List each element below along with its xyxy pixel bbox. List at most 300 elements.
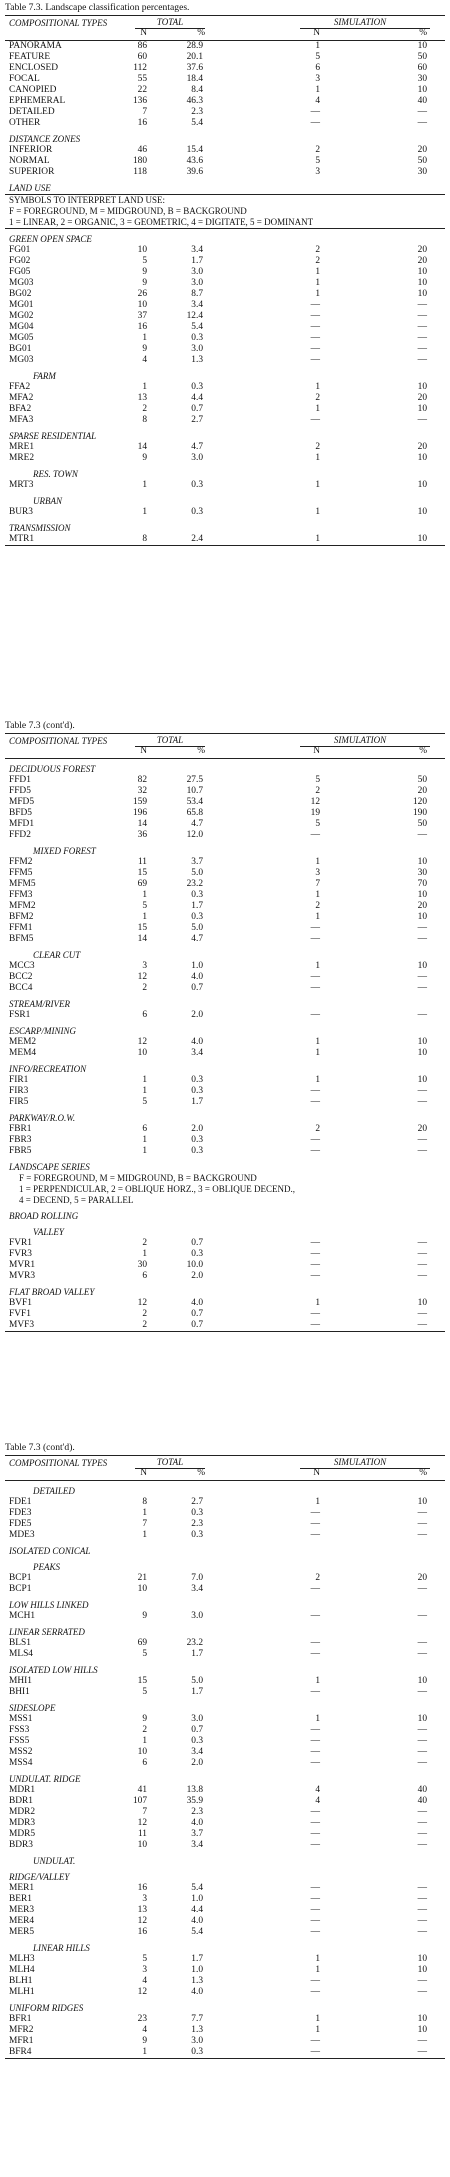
row-sim-n: — (310, 1758, 320, 1768)
row-total-pct: 4.0 (191, 1037, 203, 1047)
row-total-n: 12 (137, 1916, 147, 1926)
row-sim-pct: — (417, 300, 427, 310)
row-sim-n: — (310, 1146, 320, 1156)
row-total-pct: 0.3 (191, 507, 203, 517)
row-code: SUPERIOR (9, 167, 55, 177)
row-total-n: 9 (142, 453, 147, 463)
header-sim-n: N (313, 28, 320, 38)
row-sim-pct: — (417, 118, 427, 128)
row-code: MDR3 (9, 1818, 36, 1828)
row-total-pct: 4.7 (191, 442, 203, 452)
row-code: MG03 (9, 278, 34, 288)
section-heading: ESCARP/MINING (9, 1026, 76, 1036)
row-total-n: 1 (142, 507, 147, 517)
row-total-n: 2 (142, 1309, 147, 1319)
row-total-n: 6 (142, 1758, 147, 1768)
row-total-n: 2 (142, 1725, 147, 1735)
section-heading: LINEAR HILLS (33, 1943, 90, 1953)
table-caption-cont: Table 7.3 (cont'd). (5, 720, 75, 731)
row-sim-n: — (310, 415, 320, 425)
row-total-n: 1 (142, 1135, 147, 1145)
row-sim-n: — (310, 1736, 320, 1746)
table-row (5, 1785, 445, 1796)
row-total-pct: 12.4 (186, 311, 203, 321)
row-sim-pct: — (417, 1747, 427, 1757)
row-code: BCC4 (9, 983, 33, 993)
row-sim-n: 1 (315, 507, 320, 517)
row-code: FIR3 (9, 1086, 29, 1096)
row-sim-pct: — (417, 1097, 427, 1107)
legend-rule (5, 228, 445, 229)
row-total-n: 26 (137, 289, 147, 299)
table-row (5, 480, 445, 491)
row-total-pct: 46.3 (186, 96, 203, 106)
row-total-n: 15 (137, 868, 147, 878)
row-total-pct: 35.9 (186, 1796, 203, 1806)
table-row (5, 1048, 445, 1059)
legend-line: F = FOREGROUND, M = MIDGROUND, B = BACKGROUND (9, 206, 247, 216)
section-heading: UNDULAT. (33, 1856, 76, 1866)
table-row (5, 1687, 445, 1698)
row-total-pct: 7.0 (191, 1573, 203, 1583)
table-row (5, 1818, 445, 1829)
row-sim-n: — (310, 983, 320, 993)
row-total-n: 32 (137, 786, 147, 796)
table-row (5, 1249, 445, 1260)
row-code: OTHER (9, 118, 41, 128)
header-sim-pct: % (419, 28, 427, 38)
row-sim-n: — (310, 1725, 320, 1735)
row-code: BFR4 (9, 2047, 32, 2057)
table-row (5, 923, 445, 934)
header-total: TOTAL (156, 735, 184, 745)
row-sim-pct: 20 (417, 393, 427, 403)
row-sim-n: 1 (315, 453, 320, 463)
row-code: FFD1 (9, 775, 31, 785)
table-row (5, 775, 445, 786)
row-sim-pct: — (417, 983, 427, 993)
row-sim-n: 6 (315, 63, 320, 73)
row-sim-pct: — (417, 415, 427, 425)
row-sim-n: — (310, 1927, 320, 1937)
table-row (5, 819, 445, 830)
row-total-pct: 0.3 (191, 382, 203, 392)
row-total-n: 136 (132, 96, 147, 106)
row-sim-n: 2 (315, 1573, 320, 1583)
table-row (5, 912, 445, 923)
table-row (5, 830, 445, 841)
row-sim-n: — (310, 1916, 320, 1926)
row-code: FVR1 (9, 1238, 32, 1248)
row-total-pct: 0.7 (191, 1725, 203, 1735)
section-heading: UNDULAT. RIDGE (9, 1774, 81, 1784)
row-sim-n: 1 (315, 480, 320, 490)
header-total-n: N (140, 746, 147, 756)
row-sim-pct: 10 (417, 85, 427, 95)
row-code: MLH3 (9, 1954, 35, 1964)
row-total-n: 9 (142, 1611, 147, 1621)
section-heading: LINEAR SERRATED (9, 1627, 85, 1637)
row-sim-n: 12 (310, 797, 320, 807)
row-sim-n: 2 (315, 245, 320, 255)
row-total-pct: 3.0 (191, 1611, 203, 1621)
row-sim-n: 1 (315, 890, 320, 900)
table-bottom-rule (5, 545, 445, 546)
row-total-pct: 3.0 (191, 267, 203, 277)
row-sim-n: — (310, 322, 320, 332)
row-code: BER1 (9, 1894, 32, 1904)
row-total-pct: 4.0 (191, 1818, 203, 1828)
table-row (5, 1271, 445, 1282)
row-sim-n: — (310, 311, 320, 321)
row-code: FG01 (9, 245, 31, 255)
row-total-n: 16 (137, 1927, 147, 1937)
row-sim-pct: 20 (417, 256, 427, 266)
row-sim-pct: — (417, 1736, 427, 1746)
row-sim-pct: 50 (417, 775, 427, 785)
row-sim-pct: — (417, 322, 427, 332)
header-simulation: SIMULATION (333, 735, 387, 745)
row-code: MVR1 (9, 1260, 36, 1270)
table-row (5, 256, 445, 267)
table-header (5, 734, 445, 758)
table-row (5, 972, 445, 983)
row-code: MVF3 (9, 1320, 35, 1330)
row-total-n: 159 (132, 797, 147, 807)
row-sim-pct: — (417, 1649, 427, 1659)
table-row (5, 156, 445, 167)
row-total-pct: 12.0 (186, 830, 203, 840)
table-row (5, 311, 445, 322)
row-total-pct: 39.6 (186, 167, 203, 177)
table-header (5, 1456, 445, 1480)
header-total-n: N (140, 28, 147, 38)
row-sim-pct: 40 (417, 1785, 427, 1795)
row-total-n: 180 (132, 156, 147, 166)
row-code: MDE3 (9, 1530, 35, 1540)
row-total-n: 12 (137, 1037, 147, 1047)
row-sim-pct: 10 (417, 1048, 427, 1058)
row-sim-n: — (310, 1638, 320, 1648)
row-sim-pct: — (417, 1976, 427, 1986)
row-sim-n: 5 (315, 775, 320, 785)
table-row (5, 934, 445, 945)
row-sim-n: — (310, 1976, 320, 1986)
row-code: FFM3 (9, 890, 33, 900)
row-sim-n: 5 (315, 819, 320, 829)
row-sim-n: — (310, 1818, 320, 1828)
row-code: BDR3 (9, 1840, 33, 1850)
row-sim-n: — (310, 1883, 320, 1893)
row-sim-n: — (310, 1905, 320, 1915)
row-total-pct: 27.5 (186, 775, 203, 785)
row-total-n: 11 (137, 857, 147, 867)
table-part-3 (5, 1455, 445, 2059)
row-code: FDE1 (9, 1497, 32, 1507)
row-total-pct: 1.0 (191, 961, 203, 971)
table-row (5, 1519, 445, 1530)
row-code: MRE2 (9, 453, 35, 463)
row-sim-n: 19 (310, 808, 320, 818)
row-total-n: 118 (133, 167, 147, 177)
row-code: MG02 (9, 311, 34, 321)
table-row (5, 1320, 445, 1331)
header-total-n: N (140, 1468, 147, 1478)
table-row (5, 507, 445, 518)
row-total-pct: 2.0 (191, 1271, 203, 1281)
row-sim-n: — (310, 1260, 320, 1270)
table-row (5, 1309, 445, 1320)
row-total-pct: 8.4 (191, 85, 203, 95)
row-sim-n: 4 (315, 1796, 320, 1806)
table-row (5, 1573, 445, 1584)
row-sim-n: 5 (315, 156, 320, 166)
row-code: MFD1 (9, 819, 35, 829)
row-code: BLS1 (9, 1638, 31, 1648)
row-total-pct: 2.7 (191, 415, 203, 425)
row-total-pct: 23.2 (186, 879, 203, 889)
table-row (5, 1725, 445, 1736)
row-code: BVF1 (9, 1298, 32, 1308)
row-sim-n: — (310, 1807, 320, 1817)
row-sim-pct: — (417, 1611, 427, 1621)
row-total-pct: 10.0 (186, 1260, 203, 1270)
row-sim-pct: 10 (417, 1298, 427, 1308)
row-sim-pct: — (417, 1829, 427, 1839)
row-code: BCC2 (9, 972, 33, 982)
row-sim-pct: — (417, 1530, 427, 1540)
row-total-n: 1 (142, 1736, 147, 1746)
row-sim-pct: 10 (417, 890, 427, 900)
row-total-n: 10 (137, 1048, 147, 1058)
row-total-n: 9 (142, 267, 147, 277)
row-sim-pct: — (417, 355, 427, 365)
row-code: MRE1 (9, 442, 35, 452)
row-sim-n: — (310, 1530, 320, 1540)
table-caption-cont-2: Table 7.3 (cont'd). (5, 1442, 75, 1453)
row-sim-n: — (310, 972, 320, 982)
row-sim-n: 1 (315, 382, 320, 392)
row-sim-n: 7 (315, 879, 320, 889)
row-sim-pct: — (417, 1271, 427, 1281)
table-row (5, 1905, 445, 1916)
row-total-n: 1 (142, 1075, 147, 1085)
row-sim-pct: — (417, 1894, 427, 1904)
row-code: FBR5 (9, 1146, 32, 1156)
row-code: MFA2 (9, 393, 34, 403)
table-row (5, 442, 445, 453)
row-total-pct: 4.7 (191, 934, 203, 944)
row-sim-pct: 10 (417, 278, 427, 288)
row-sim-pct: — (417, 2047, 427, 2057)
row-sim-n: 1 (315, 278, 320, 288)
row-total-pct: 5.0 (191, 868, 203, 878)
row-sim-pct: 10 (417, 289, 427, 299)
row-total-pct: 5.4 (191, 118, 203, 128)
row-sim-pct: — (417, 1320, 427, 1330)
row-total-pct: 28.9 (186, 41, 203, 51)
table-bottom-rule (5, 1331, 445, 1332)
row-code: FVF1 (9, 1309, 31, 1319)
table-row (5, 52, 445, 63)
row-total-pct: 1.7 (191, 1097, 203, 1107)
row-sim-pct: 70 (417, 879, 427, 889)
table-row (5, 961, 445, 972)
row-code: BUR3 (9, 507, 33, 517)
table-row (5, 300, 445, 311)
row-code: MRT3 (9, 480, 34, 490)
row-code: MDR5 (9, 1829, 36, 1839)
row-total-pct: 0.3 (191, 333, 203, 343)
table-row (5, 808, 445, 819)
table-bottom-rule (5, 2058, 445, 2059)
row-code: FBR1 (9, 1124, 32, 1134)
row-total-n: 12 (137, 1298, 147, 1308)
header-sim-pct: % (419, 746, 427, 756)
row-sim-n: — (310, 333, 320, 343)
row-sim-n: 2 (315, 145, 320, 155)
row-total-pct: 5.0 (191, 1676, 203, 1686)
table-row (5, 1135, 445, 1146)
section-heading: DETAILED (33, 1486, 75, 1496)
table-row (5, 1736, 445, 1747)
row-sim-pct: 10 (417, 1965, 427, 1975)
row-code: FG05 (9, 267, 31, 277)
row-sim-pct: 10 (417, 1075, 427, 1085)
row-sim-n: 1 (315, 1714, 320, 1724)
row-sim-n: 2 (315, 786, 320, 796)
row-total-pct: 3.4 (191, 300, 203, 310)
row-total-n: 4 (142, 1976, 147, 1986)
header-total: TOTAL (156, 1457, 184, 1467)
row-sim-n: — (310, 1584, 320, 1594)
table-row (5, 983, 445, 994)
row-sim-n: 1 (315, 41, 320, 51)
row-sim-n: — (310, 1894, 320, 1904)
section-heading: ISOLATED CONICAL (9, 1546, 91, 1556)
table-part-1 (5, 15, 445, 546)
row-total-n: 14 (137, 934, 147, 944)
table-row (5, 167, 445, 178)
row-total-n: 8 (142, 1497, 147, 1507)
row-sim-n: 3 (315, 167, 320, 177)
row-sim-pct: — (417, 1916, 427, 1926)
row-total-pct: 3.7 (191, 1829, 203, 1839)
row-sim-n: — (310, 923, 320, 933)
table-row (5, 1146, 445, 1157)
table-row (5, 1758, 445, 1769)
row-total-pct: 10.7 (186, 786, 203, 796)
row-sim-n: 3 (315, 74, 320, 84)
row-code: MG03 (9, 355, 34, 365)
row-total-pct: 53.4 (186, 797, 203, 807)
table-row (5, 868, 445, 879)
row-total-n: 4 (142, 2025, 147, 2035)
row-sim-pct: — (417, 1725, 427, 1735)
row-sim-pct: 20 (417, 1124, 427, 1134)
row-total-pct: 3.7 (191, 857, 203, 867)
row-total-n: 5 (142, 1097, 147, 1107)
row-total-n: 2 (142, 1320, 147, 1330)
row-total-pct: 4.0 (191, 1916, 203, 1926)
section-heading: SPARSE RESIDENTIAL (9, 431, 97, 441)
table-row (5, 1840, 445, 1851)
legend-line: 1 = PERPENDICULAR, 2 = OBLIQUE HORZ., 3 = OBLIQUE DECEND., (19, 1184, 295, 1194)
row-sim-pct: 10 (417, 382, 427, 392)
row-total-n: 4 (142, 355, 147, 365)
row-sim-n: — (310, 2036, 320, 2046)
row-sim-pct: 10 (417, 1676, 427, 1686)
row-total-pct: 2.3 (191, 107, 203, 117)
row-sim-n: — (310, 1320, 320, 1330)
row-code: BFM2 (9, 912, 34, 922)
row-sim-pct: — (417, 923, 427, 933)
row-total-pct: 2.3 (191, 1807, 203, 1817)
row-code: FFD5 (9, 786, 31, 796)
row-total-n: 9 (142, 344, 147, 354)
row-total-n: 5 (142, 1687, 147, 1697)
row-sim-n: — (310, 1271, 320, 1281)
row-sim-n: 1 (315, 1497, 320, 1507)
row-total-n: 5 (142, 256, 147, 266)
row-total-pct: 18.4 (186, 74, 203, 84)
row-total-pct: 1.7 (191, 256, 203, 266)
section-heading: FARM (33, 371, 56, 381)
table-row (5, 344, 445, 355)
row-total-pct: 3.0 (191, 344, 203, 354)
table-row (5, 1883, 445, 1894)
row-sim-n: — (310, 1649, 320, 1659)
row-total-n: 86 (137, 41, 147, 51)
row-total-pct: 2.7 (191, 1497, 203, 1507)
row-sim-pct: 190 (412, 808, 427, 818)
row-sim-pct: — (417, 1238, 427, 1248)
row-sim-n: — (310, 1097, 320, 1107)
row-total-n: 3 (142, 1894, 147, 1904)
row-sim-n: 1 (315, 267, 320, 277)
row-code: MSS1 (9, 1714, 33, 1724)
row-sim-n: 2 (315, 442, 320, 452)
row-total-pct: 4.4 (191, 1905, 203, 1915)
row-sim-n: 2 (315, 1124, 320, 1134)
row-total-pct: 0.7 (191, 1309, 203, 1319)
section-heading: DECIDUOUS FOREST (9, 764, 96, 774)
row-total-pct: 37.6 (186, 63, 203, 73)
row-code: FSS3 (9, 1725, 30, 1735)
row-total-n: 15 (137, 923, 147, 933)
table-row (5, 786, 445, 797)
section-heading: TRANSMISSION (9, 523, 71, 533)
table-row (5, 1238, 445, 1249)
row-code: FFA2 (9, 382, 31, 392)
section-heading: FLAT BROAD VALLEY (9, 1287, 95, 1297)
row-total-n: 12 (137, 1987, 147, 1997)
header-total: TOTAL (156, 17, 184, 27)
row-code: MG01 (9, 300, 34, 310)
table-row (5, 267, 445, 278)
row-sim-pct: 10 (417, 1714, 427, 1724)
row-sim-pct: 20 (417, 1573, 427, 1583)
row-sim-pct: — (417, 1687, 427, 1697)
row-total-n: 112 (133, 63, 147, 73)
row-total-pct: 1.0 (191, 1894, 203, 1904)
row-total-pct: 13.8 (186, 1785, 203, 1795)
row-total-n: 46 (137, 145, 147, 155)
row-total-pct: 1.0 (191, 1965, 203, 1975)
row-code: MTR1 (9, 534, 35, 544)
table-row (5, 245, 445, 256)
row-code: FIR1 (9, 1075, 29, 1085)
